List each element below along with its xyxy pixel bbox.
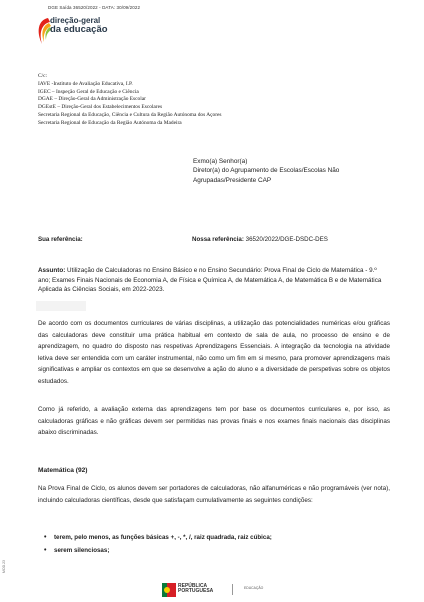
addressee-line: Exmo(a) Senhor(a) bbox=[193, 158, 248, 165]
cc-label: C/c: bbox=[38, 73, 47, 79]
cc-line: Secretaria Regional da Educação, Ciência e Cultura da Região Autónoma dos Açores bbox=[38, 111, 222, 118]
addressee-block bbox=[193, 157, 339, 185]
list-item: • serem silenciosas; bbox=[44, 544, 272, 557]
logo-line2: da educação bbox=[50, 24, 108, 35]
republic-emblem-icon bbox=[162, 583, 176, 597]
side-code: MOD.23 bbox=[2, 560, 6, 574]
dge-logo bbox=[34, 14, 114, 48]
nossa-referencia bbox=[192, 236, 328, 243]
subject-text: Utilização de Calculadoras no Ensino Básico e no Ensino Secundário: Prova Final de Ciclo de Matemática - 9.º ano; Exames Finais Nacionais de Economia A, de Física e Química A, de Matemática A, de Matemática B e de Matemática Aplicada às Ciências Sociais, em 2022-2023. bbox=[38, 267, 382, 294]
subject-label: Assunto: bbox=[38, 267, 66, 274]
logo-wordmark bbox=[50, 16, 108, 34]
addressee-line: Diretor(a) do Agrupamento de Escolas/Escolas Não bbox=[193, 167, 340, 175]
conditions-list bbox=[44, 531, 272, 558]
ministry-label: EDUCAÇÃO bbox=[244, 586, 264, 590]
body-paragraph-3: Na Prova Final de Ciclo, os alunos devem ser portadores de calculadoras, não alfanuméricas e não programáveis (ver nota), incluindo calculadoras científicas, desde que satisfaçam cumulativamente as seguintes condições: bbox=[38, 485, 390, 504]
section-title: Matemática (92) bbox=[38, 467, 88, 474]
sua-referencia-label: Sua referência: bbox=[38, 236, 83, 243]
document-meta: DGE Saída 36520/2022 - DATA: 30/09/2022 bbox=[48, 5, 141, 10]
cc-line: IGEC – Inspeção Geral de Educação e Ciência bbox=[38, 88, 139, 95]
cc-line: DGAE – Direção-Geral da Administração Escolar bbox=[38, 96, 146, 103]
addressee-line: Agrupadas/Presidente CAP bbox=[193, 176, 272, 184]
footer-divider bbox=[232, 584, 233, 595]
republic-line1: REPÚBLICA bbox=[178, 583, 208, 589]
cc-line: Secretaria Regional de Educação da Região Autónoma da Madeira bbox=[38, 119, 182, 126]
list-item: • terem, pelo menos, as funções básicas +, -, *, /, raiz quadrada, raiz cúbica; bbox=[44, 531, 272, 544]
footer-logo bbox=[160, 582, 280, 598]
nossa-referencia-value: 36520/2022/DGE-DSDC-DES bbox=[245, 236, 328, 243]
cc-list bbox=[38, 73, 222, 128]
logo-line1: direção-geral bbox=[50, 16, 101, 25]
republic-label bbox=[178, 584, 213, 595]
body-paragraph-2: Como já referido, a avaliação externa das aprendizagens tem por base os documentos curriculares e, por isso, as calculadoras gráficas e não gráficas devem ser permitidas nas provas finais e nos exames finais nacionais das disciplinas abaixo discriminadas. bbox=[38, 406, 390, 437]
cc-line: IAVE -Instituto de Avaliação Educativa, I.P. bbox=[38, 80, 133, 87]
body-paragraph-1: De acordo com os documentos curriculares de várias disciplinas, a utilização das potencialidades numéricas e/ou gráficas das calculadoras deve constituir uma prática habitual em contexto de sala de aula, no processo de ensino e de aprendizagem, no quadro do disposto nas respetivas Aprendizagens Essenciais. A integração da tecnologia na atividade letiva deve ser entendida com um caráter instrumental, não como um fim em si mesmo, para promover aprendizagens mais significativas e ampliar os contextos em que se desenvolve a ação do aluno e a diversidade de perspetivas sobre os objetos estudados. bbox=[38, 320, 390, 385]
highlight-mark bbox=[36, 301, 86, 311]
nossa-referencia-label: Nossa referência: bbox=[192, 236, 244, 243]
cc-line: DGEstE – Direção-Geral dos Estabelecimentos Escolares bbox=[38, 104, 163, 111]
subject-paragraph bbox=[38, 266, 388, 295]
republic-line2: PORTUGUESA bbox=[178, 588, 214, 595]
